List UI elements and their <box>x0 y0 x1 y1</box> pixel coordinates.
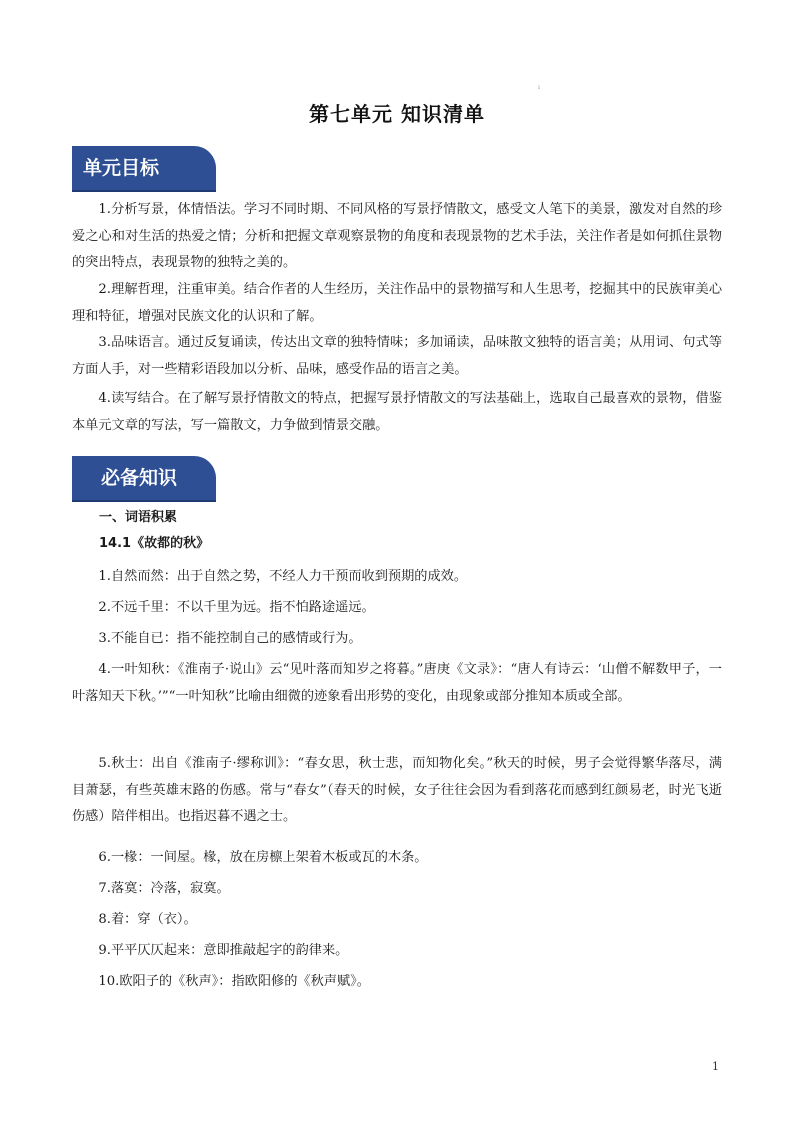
subheading-lesson: 14.1《故都的秋》 <box>99 536 210 551</box>
section-banner-unit-goals <box>72 146 216 190</box>
vocab-item: 9.平平仄仄起来：意即推敲起字的韵律来。 <box>98 943 349 958</box>
vocab-item: 8.着：穿（衣）。 <box>98 912 197 927</box>
vocab-item: 2.不远千里：不以千里为远。指不怕路途遥远。 <box>98 600 375 615</box>
goal-paragraph-1: 1.分析写景，体情悟法。学习不同时期、不同风格的写景抒情散文，感受文人笔下的美景，激发对自然的珍爱之心和对生活的热爱之情；分析和把握文章观察景物的角度和表现景物的艺术手法，关注作者是如何抓住景物的突出特点，表现景物的独特之美的。 <box>72 202 722 271</box>
goal-paragraph-4: 4.读写结合。在了解写景抒情散文的特点，把握写景抒情散文的写法基础上，选取自己最喜欢的景物，借鉴本单元文章的写法，写一篇散文，力争做到情景交融。 <box>72 391 722 433</box>
vocab-item: 5.秋士：出自《淮南子·缪称训》：“春女思，秋士悲，而知物化矣。”秋天的时候，男子会觉得繁华落尽，满目萧瑟，有些英雄末路的伤感。常与“春女”（春天的时候，女子往往会因为看到落花而感到红颜易老，时光飞逝伤感）陪伴相出。也指迟暮不遇之士。 <box>72 756 722 825</box>
vocab-item: 1.自然而然：出于自然之势，不经人力干预而收到预期的成效。 <box>98 569 468 584</box>
page-number: 1 <box>712 1060 719 1073</box>
section-heading-essential-knowledge: 必备知识 <box>101 467 178 489</box>
goal-paragraph-2: 2.理解哲理，注重审美。结合作者的人生经历，关注作品中的景物描写和人生思考，挖掘其中的民族审美心理和特征，增强对民族文化的认识和了解。 <box>72 282 722 324</box>
section-banner-essential-knowledge <box>72 456 216 500</box>
vocab-item: 4.一叶知秋：《淮南子·说山》云“见叶落而知岁之将暮。”唐庚《文录》：“唐人有诗云：‘山僧不解数甲子，一叶落知天下秋。’”“一叶知秋”比喻由细微的迹象看出形势的变化，由现象或部分推知本质或全部。 <box>72 662 722 704</box>
subheading-vocabulary: 一、词语积累 <box>99 510 178 525</box>
top-mark: ı <box>538 84 540 91</box>
vocab-item: 3.不能自已：指不能控制自己的感情或行为。 <box>98 631 362 646</box>
vocab-item: 7.落寞：冷落，寂寞。 <box>98 881 230 896</box>
goal-paragraph-3: 3.品味语言。通过反复诵读，传达出文章的独特情味；多加诵读，品味散文独特的语言美；从用词、句式等方面人手，对一些精彩语段加以分析、品味，感受作品的语言之美。 <box>72 335 722 377</box>
vocab-item: 6.一椽：一间屋。椽，放在房檩上架着木板或瓦的木条。 <box>98 850 428 865</box>
page-title: 第七单元 知识清单 <box>309 102 485 126</box>
vocab-item: 10.欧阳子的《秋声》：指欧阳修的《秋声赋》。 <box>98 974 370 989</box>
section-heading-unit-goals: 单元目标 <box>83 157 160 179</box>
